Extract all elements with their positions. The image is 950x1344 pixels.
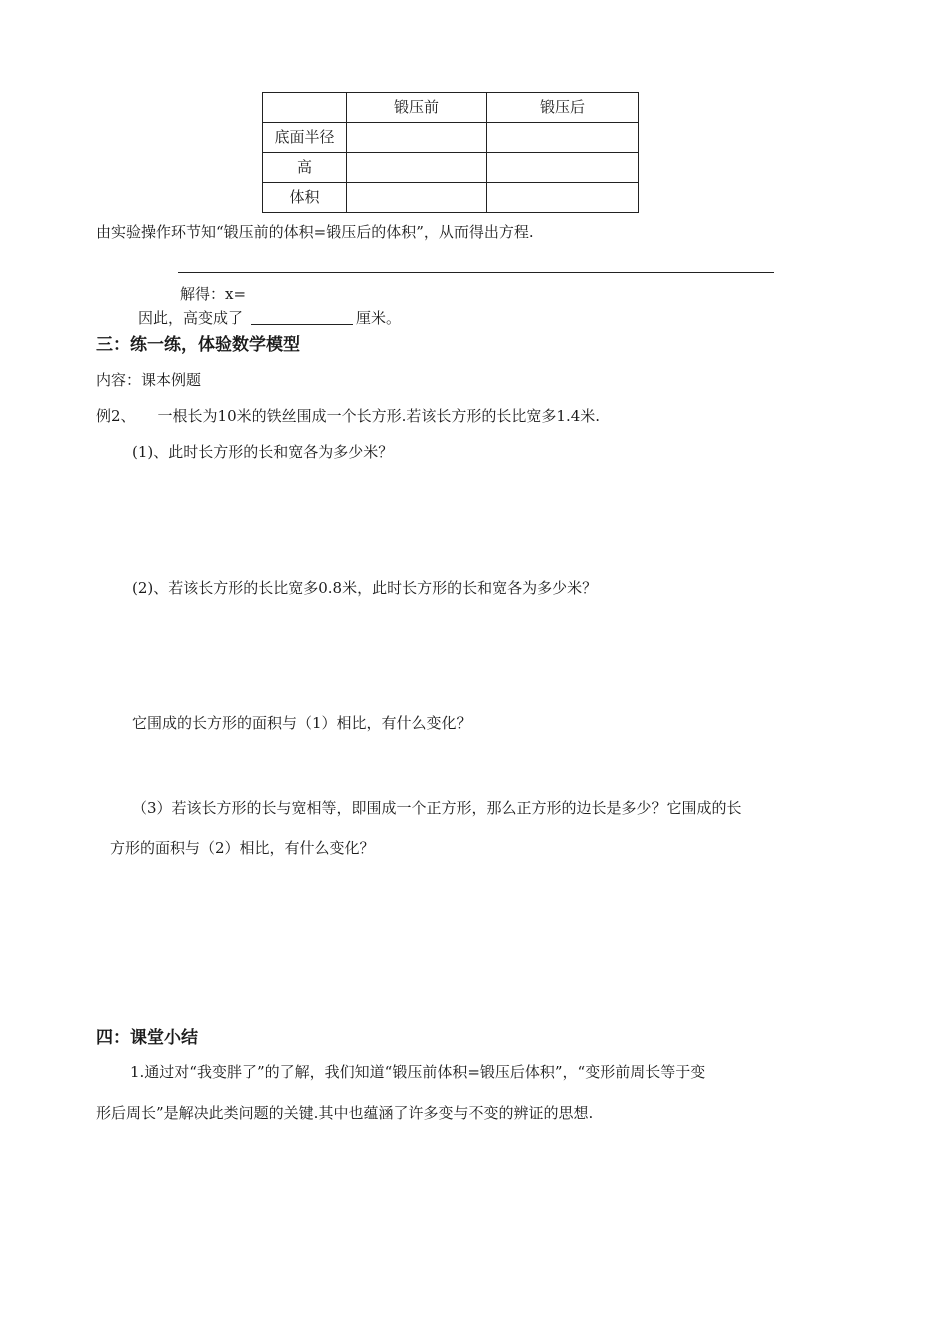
table-header-cell: 锻压前 — [347, 93, 487, 123]
section-4-title: 四：课堂小结 — [96, 1028, 198, 1048]
table-cell — [487, 123, 639, 153]
question-2-followup: 它围成的长方形的面积与（1）相比，有什么变化？ — [132, 714, 472, 732]
table-row — [263, 153, 639, 183]
example-prefix: 例2、 — [96, 407, 136, 425]
conclusion-text: 因此，高变成了 — [138, 309, 244, 327]
section-3-title: 三：练一练，体验数学模型 — [96, 335, 300, 355]
question-3-line-2: 方形的面积与（2）相比，有什么变化？ — [110, 839, 375, 857]
question-2: (2)、若该长方形的长比宽多0.8米，此时长方形的长和宽各为多少米？ — [132, 579, 598, 597]
question-1: (1)、此时长方形的长和宽各为多少米？ — [132, 443, 394, 461]
table-row — [263, 123, 639, 153]
table-row — [263, 183, 639, 213]
conclusion-line — [138, 307, 401, 328]
table-cell — [487, 183, 639, 213]
intro-text: 由实验操作环节知“锻压前的体积=锻压后的体积”，从而得出方程. — [96, 223, 534, 241]
summary-line-2: 形后周长”是解决此类问题的关键.其中也蕴涵了许多变与不变的辨证的思想. — [96, 1104, 594, 1122]
table-header-row — [263, 93, 639, 123]
example-2 — [96, 405, 600, 426]
row-label: 底面半径 — [263, 123, 347, 153]
row-label: 体积 — [263, 183, 347, 213]
answer-blank — [251, 309, 353, 325]
table-cell — [487, 153, 639, 183]
summary-line-1: 1.通过对“我变胖了”的了解，我们知道“锻压前体积=锻压后体积”，“变形前周长等于变 — [130, 1063, 706, 1081]
example-text: 一根长为10米的铁丝围成一个长方形.若该长方形的长比宽多1.4米. — [157, 407, 601, 425]
question-3-line-1: （3）若该长方形的长与宽相等，即围成一个正方形，那么正方形的边长是多少？它围成的长 — [132, 799, 742, 817]
equation-blank-line — [178, 272, 774, 273]
row-label: 高 — [263, 153, 347, 183]
conclusion-unit: 厘米。 — [356, 309, 402, 327]
table-cell — [347, 153, 487, 183]
table-header-cell — [263, 93, 347, 123]
table-cell — [347, 123, 487, 153]
experiment-table — [262, 92, 639, 213]
table-header-cell: 锻压后 — [487, 93, 639, 123]
content-label: 内容：课本例题 — [96, 371, 202, 389]
solve-label: 解得：x= — [180, 285, 247, 303]
table-cell — [347, 183, 487, 213]
